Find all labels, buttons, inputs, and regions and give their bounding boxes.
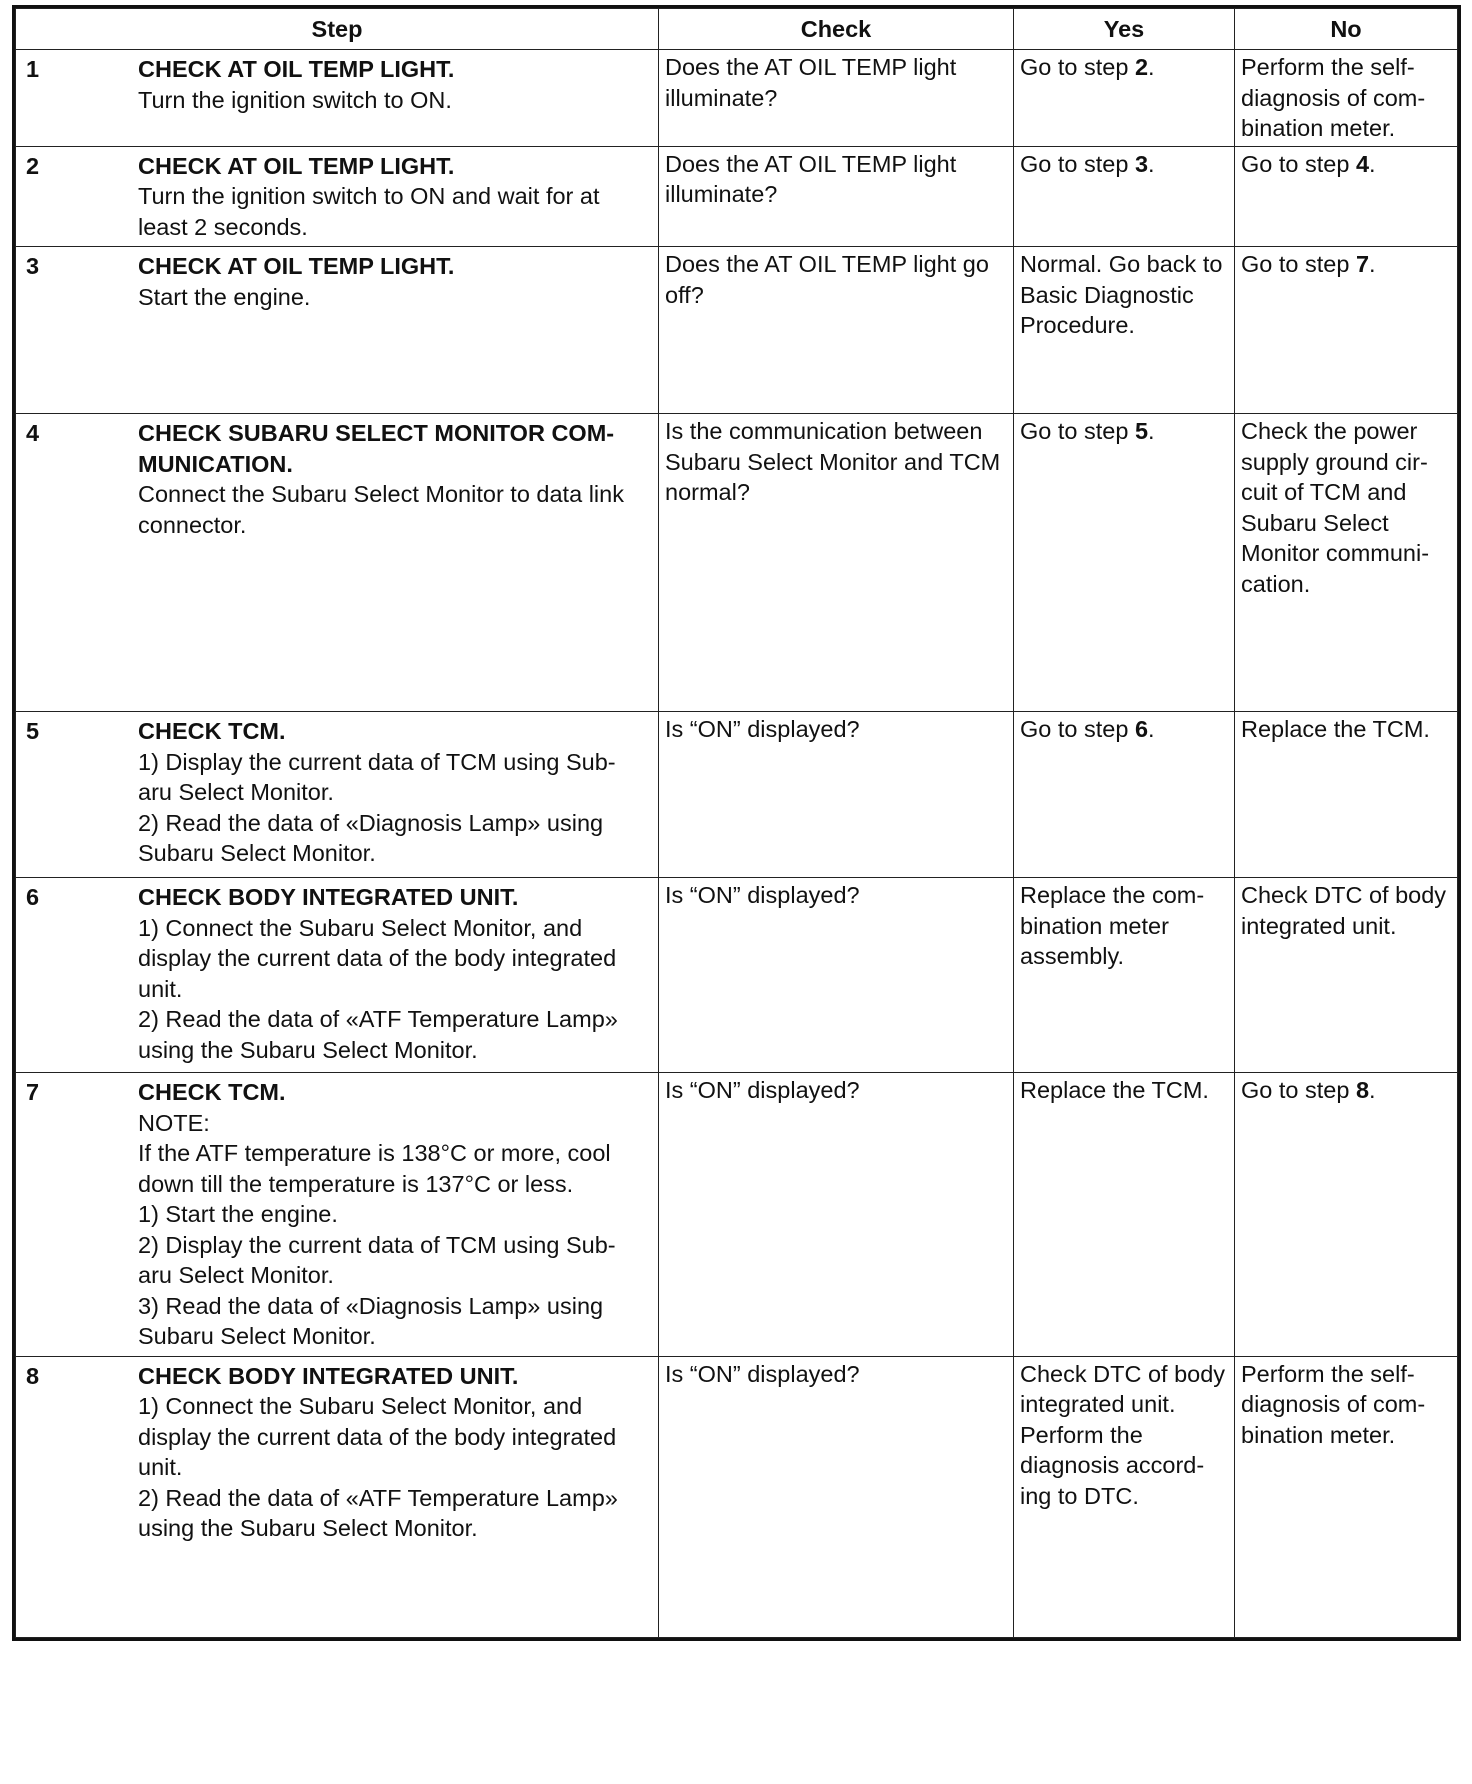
step-title: CHECK BODY INTEGRATED UNIT. bbox=[138, 1362, 519, 1389]
table-row bbox=[16, 878, 1458, 1073]
step-number: 5 bbox=[26, 718, 40, 744]
step-instruction: Turn the ignition switch to ON and wait for at least 2 seconds. bbox=[138, 183, 600, 240]
step-cell bbox=[16, 1356, 659, 1637]
step-instruction: 2) Read the data of «ATF Temperature Lamp» using the Subaru Select Monitor. bbox=[138, 1006, 618, 1063]
yes-text: Replace the TCM. bbox=[1020, 1077, 1209, 1103]
step-instruction: 1) Start the engine. bbox=[138, 1201, 338, 1227]
no-text: Check DTC of body integrated unit. bbox=[1241, 882, 1447, 939]
no-text-end: . bbox=[1369, 1077, 1376, 1103]
yes-text-end: . bbox=[1148, 418, 1155, 444]
check-cell: Is the communication between Subaru Select Monitor and TCM normal? bbox=[659, 414, 1014, 712]
check-cell: Does the AT OIL TEMP light illuminate? bbox=[659, 50, 1014, 147]
step-cell bbox=[16, 1073, 659, 1357]
no-step-ref: 7 bbox=[1355, 251, 1370, 277]
step-number: 6 bbox=[26, 884, 40, 910]
yes-text: Replace the com-bination meter assembly. bbox=[1020, 882, 1205, 969]
no-cell bbox=[1235, 1356, 1458, 1637]
no-text: Check the power supply ground cir-cuit of TCM and Subaru Select Monitor communi-cation. bbox=[1241, 418, 1430, 597]
no-text: Go to step bbox=[1241, 251, 1356, 277]
check-cell: Is “ON” displayed? bbox=[659, 712, 1014, 878]
table-row bbox=[16, 1073, 1458, 1357]
yes-text-end: . bbox=[1148, 54, 1155, 80]
step-number: 8 bbox=[26, 1362, 40, 1389]
yes-cell bbox=[1014, 146, 1235, 247]
yes-text-end: . bbox=[1148, 716, 1155, 742]
step-instruction: Start the engine. bbox=[138, 283, 311, 310]
step-instruction: 1) Display the current data of TCM using Sub-aru Select Monitor. bbox=[138, 748, 616, 805]
yes-cell bbox=[1014, 1073, 1235, 1357]
yes-text: Go to step bbox=[1020, 150, 1135, 177]
check-cell: Is “ON” displayed? bbox=[659, 1073, 1014, 1357]
step-cell bbox=[16, 50, 659, 147]
yes-text: Check DTC of body integrated unit. Perform the diagnosis accord-ing to DTC. bbox=[1020, 1360, 1226, 1509]
step-cell bbox=[16, 712, 659, 878]
no-cell bbox=[1235, 247, 1458, 414]
yes-text: Go to step bbox=[1020, 418, 1135, 444]
yes-cell bbox=[1014, 1356, 1235, 1637]
step-instruction: Turn the ignition switch to ON. bbox=[138, 86, 452, 113]
table-row bbox=[16, 414, 1458, 712]
yes-cell bbox=[1014, 414, 1235, 712]
yes-text: Normal. Go back to Basic Diagnostic Procedure. bbox=[1020, 251, 1223, 338]
yes-cell bbox=[1014, 878, 1235, 1073]
no-cell bbox=[1235, 878, 1458, 1073]
yes-step-ref: 3 bbox=[1134, 150, 1149, 177]
yes-step-ref: 6 bbox=[1134, 716, 1149, 742]
table-row bbox=[16, 50, 1458, 147]
yes-text: Go to step bbox=[1020, 716, 1135, 742]
step-title: CHECK AT OIL TEMP LIGHT. bbox=[138, 152, 455, 179]
no-text: Replace the TCM. bbox=[1241, 716, 1430, 742]
yes-text: Go to step bbox=[1020, 54, 1135, 80]
table-header-row bbox=[16, 9, 1458, 50]
step-cell bbox=[16, 414, 659, 712]
yes-step-ref: 5 bbox=[1134, 418, 1149, 444]
no-step-ref: 8 bbox=[1355, 1077, 1370, 1103]
check-cell: Does the AT OIL TEMP light illuminate? bbox=[659, 146, 1014, 247]
table-row bbox=[16, 247, 1458, 414]
step-title: CHECK TCM. bbox=[138, 1079, 286, 1105]
no-cell bbox=[1235, 1073, 1458, 1357]
diagnostic-table bbox=[15, 8, 1458, 1638]
yes-cell bbox=[1014, 50, 1235, 147]
table-row bbox=[16, 712, 1458, 878]
table-row bbox=[16, 146, 1458, 247]
step-instruction: If the ATF temperature is 138°C or more, cool down till the temperature is 137°C or less. bbox=[138, 1140, 611, 1197]
step-instruction: NOTE: bbox=[138, 1109, 210, 1136]
step-title: CHECK AT OIL TEMP LIGHT. bbox=[138, 253, 455, 279]
header-yes: Yes bbox=[1014, 9, 1235, 50]
no-text-end: . bbox=[1369, 150, 1376, 177]
step-instruction: Connect the Subaru Select Monitor to data link connector. bbox=[138, 481, 624, 538]
check-cell: Does the AT OIL TEMP light go off? bbox=[659, 247, 1014, 414]
header-check: Check bbox=[659, 9, 1014, 50]
step-number: 7 bbox=[26, 1079, 40, 1105]
no-text: Go to step bbox=[1241, 150, 1356, 177]
step-instruction: 2) Read the data of «ATF Temperature Lamp» using the Subaru Select Monitor. bbox=[138, 1484, 618, 1541]
no-cell bbox=[1235, 414, 1458, 712]
step-number: 1 bbox=[26, 56, 40, 82]
step-instruction: 2) Read the data of «Diagnosis Lamp» using Subaru Select Monitor. bbox=[138, 809, 604, 866]
no-cell bbox=[1235, 146, 1458, 247]
table-row bbox=[16, 1356, 1458, 1637]
yes-cell bbox=[1014, 712, 1235, 878]
step-cell bbox=[16, 146, 659, 247]
step-number: 4 bbox=[26, 420, 40, 446]
step-instruction: 3) Read the data of «Diagnosis Lamp» using Subaru Select Monitor. bbox=[138, 1292, 604, 1349]
check-cell: Is “ON” displayed? bbox=[659, 1356, 1014, 1637]
step-title: CHECK TCM. bbox=[138, 718, 286, 744]
no-text: Perform the self-diagnosis of com-bination meter. bbox=[1241, 1360, 1426, 1448]
header-step: Step bbox=[16, 9, 659, 50]
step-title: CHECK SUBARU SELECT MONITOR COM-MUNICATION. bbox=[138, 420, 615, 477]
check-cell: Is “ON” displayed? bbox=[659, 878, 1014, 1073]
step-title: CHECK AT OIL TEMP LIGHT. bbox=[138, 56, 455, 82]
step-number: 3 bbox=[26, 253, 40, 279]
step-number: 2 bbox=[26, 152, 40, 179]
step-title: CHECK BODY INTEGRATED UNIT. bbox=[138, 884, 519, 910]
step-instruction: 2) Display the current data of TCM using Sub-aru Select Monitor. bbox=[138, 1231, 616, 1288]
no-cell bbox=[1235, 50, 1458, 147]
yes-step-ref: 2 bbox=[1134, 54, 1149, 80]
step-instruction: 1) Connect the Subaru Select Monitor, and display the current data of the body integrated unit. bbox=[138, 914, 617, 1002]
no-text: Go to step bbox=[1241, 1077, 1356, 1103]
no-step-ref: 4 bbox=[1355, 150, 1370, 177]
no-text-end: . bbox=[1369, 251, 1376, 277]
step-instruction: 1) Connect the Subaru Select Monitor, and display the current data of the body integrated unit. bbox=[138, 1393, 617, 1480]
no-cell bbox=[1235, 712, 1458, 878]
step-cell bbox=[16, 878, 659, 1073]
yes-cell bbox=[1014, 247, 1235, 414]
step-cell bbox=[16, 247, 659, 414]
no-text: Perform the self-diagnosis of com-bination meter. bbox=[1241, 54, 1426, 141]
header-no: No bbox=[1235, 9, 1458, 50]
yes-text-end: . bbox=[1148, 150, 1155, 177]
